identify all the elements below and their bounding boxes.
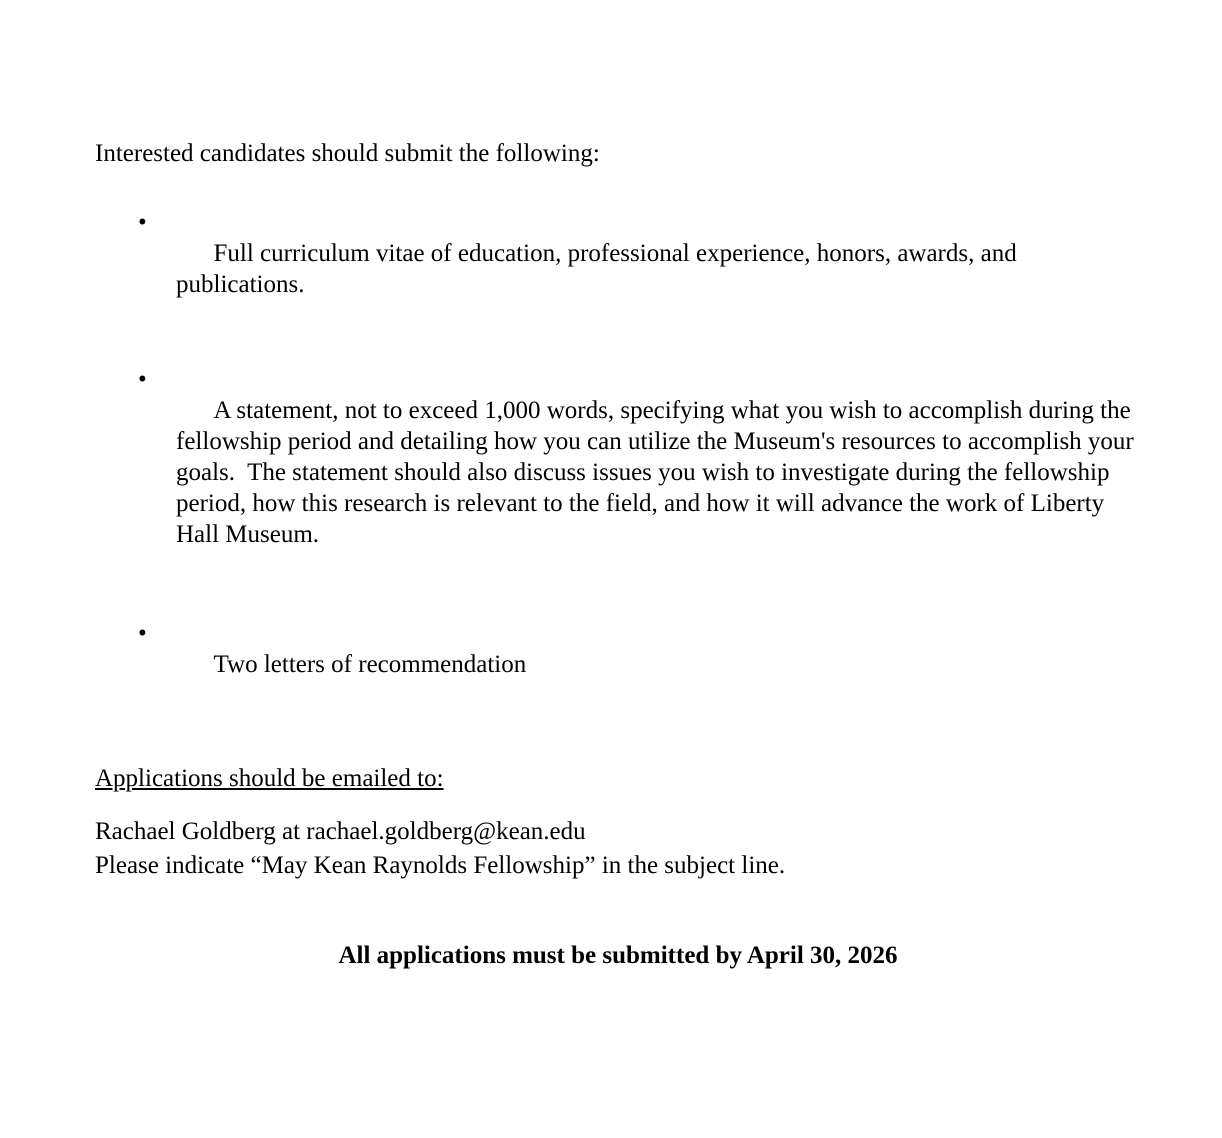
email-instructions-heading: Applications should be emailed to: (95, 765, 444, 792)
deadline-text: All applications must be submitted by April 30, 2026 (338, 942, 898, 969)
list-item-text-cv: Full curriculum vitae of education, professional experience, honors, awards, and publications. (176, 240, 1023, 298)
list-item (95, 618, 1141, 711)
contact-email-line: Rachael Goldberg at rachael.goldberg@kean.edu (95, 818, 586, 845)
contact-block (95, 815, 1141, 883)
list-item (95, 364, 1141, 581)
bullet-icon: • (138, 366, 147, 393)
requirements-list (95, 207, 1141, 711)
list-item-text-letters: Two letters of recommendation (213, 651, 527, 678)
list-item (95, 207, 1141, 331)
bullet-icon: • (138, 209, 147, 236)
list-item-text-statement: A statement, not to exceed 1,000 words, specifying what you wish to accomplish during the fellowship period and detailing how you can utilize the Museum's resources to accomplish your goals. The statement should also discuss issues you wish to investigate during the fellowship period, how this research is relevant to the field, and how it will advance the work of Liberty Hall Museum. (176, 397, 1141, 548)
intro-text: Interested candidates should submit the following: (95, 140, 600, 167)
contact-subject-line: Please indicate “May Kean Raynolds Fellowship” in the subject line. (95, 852, 786, 879)
bullet-icon: • (138, 620, 147, 647)
